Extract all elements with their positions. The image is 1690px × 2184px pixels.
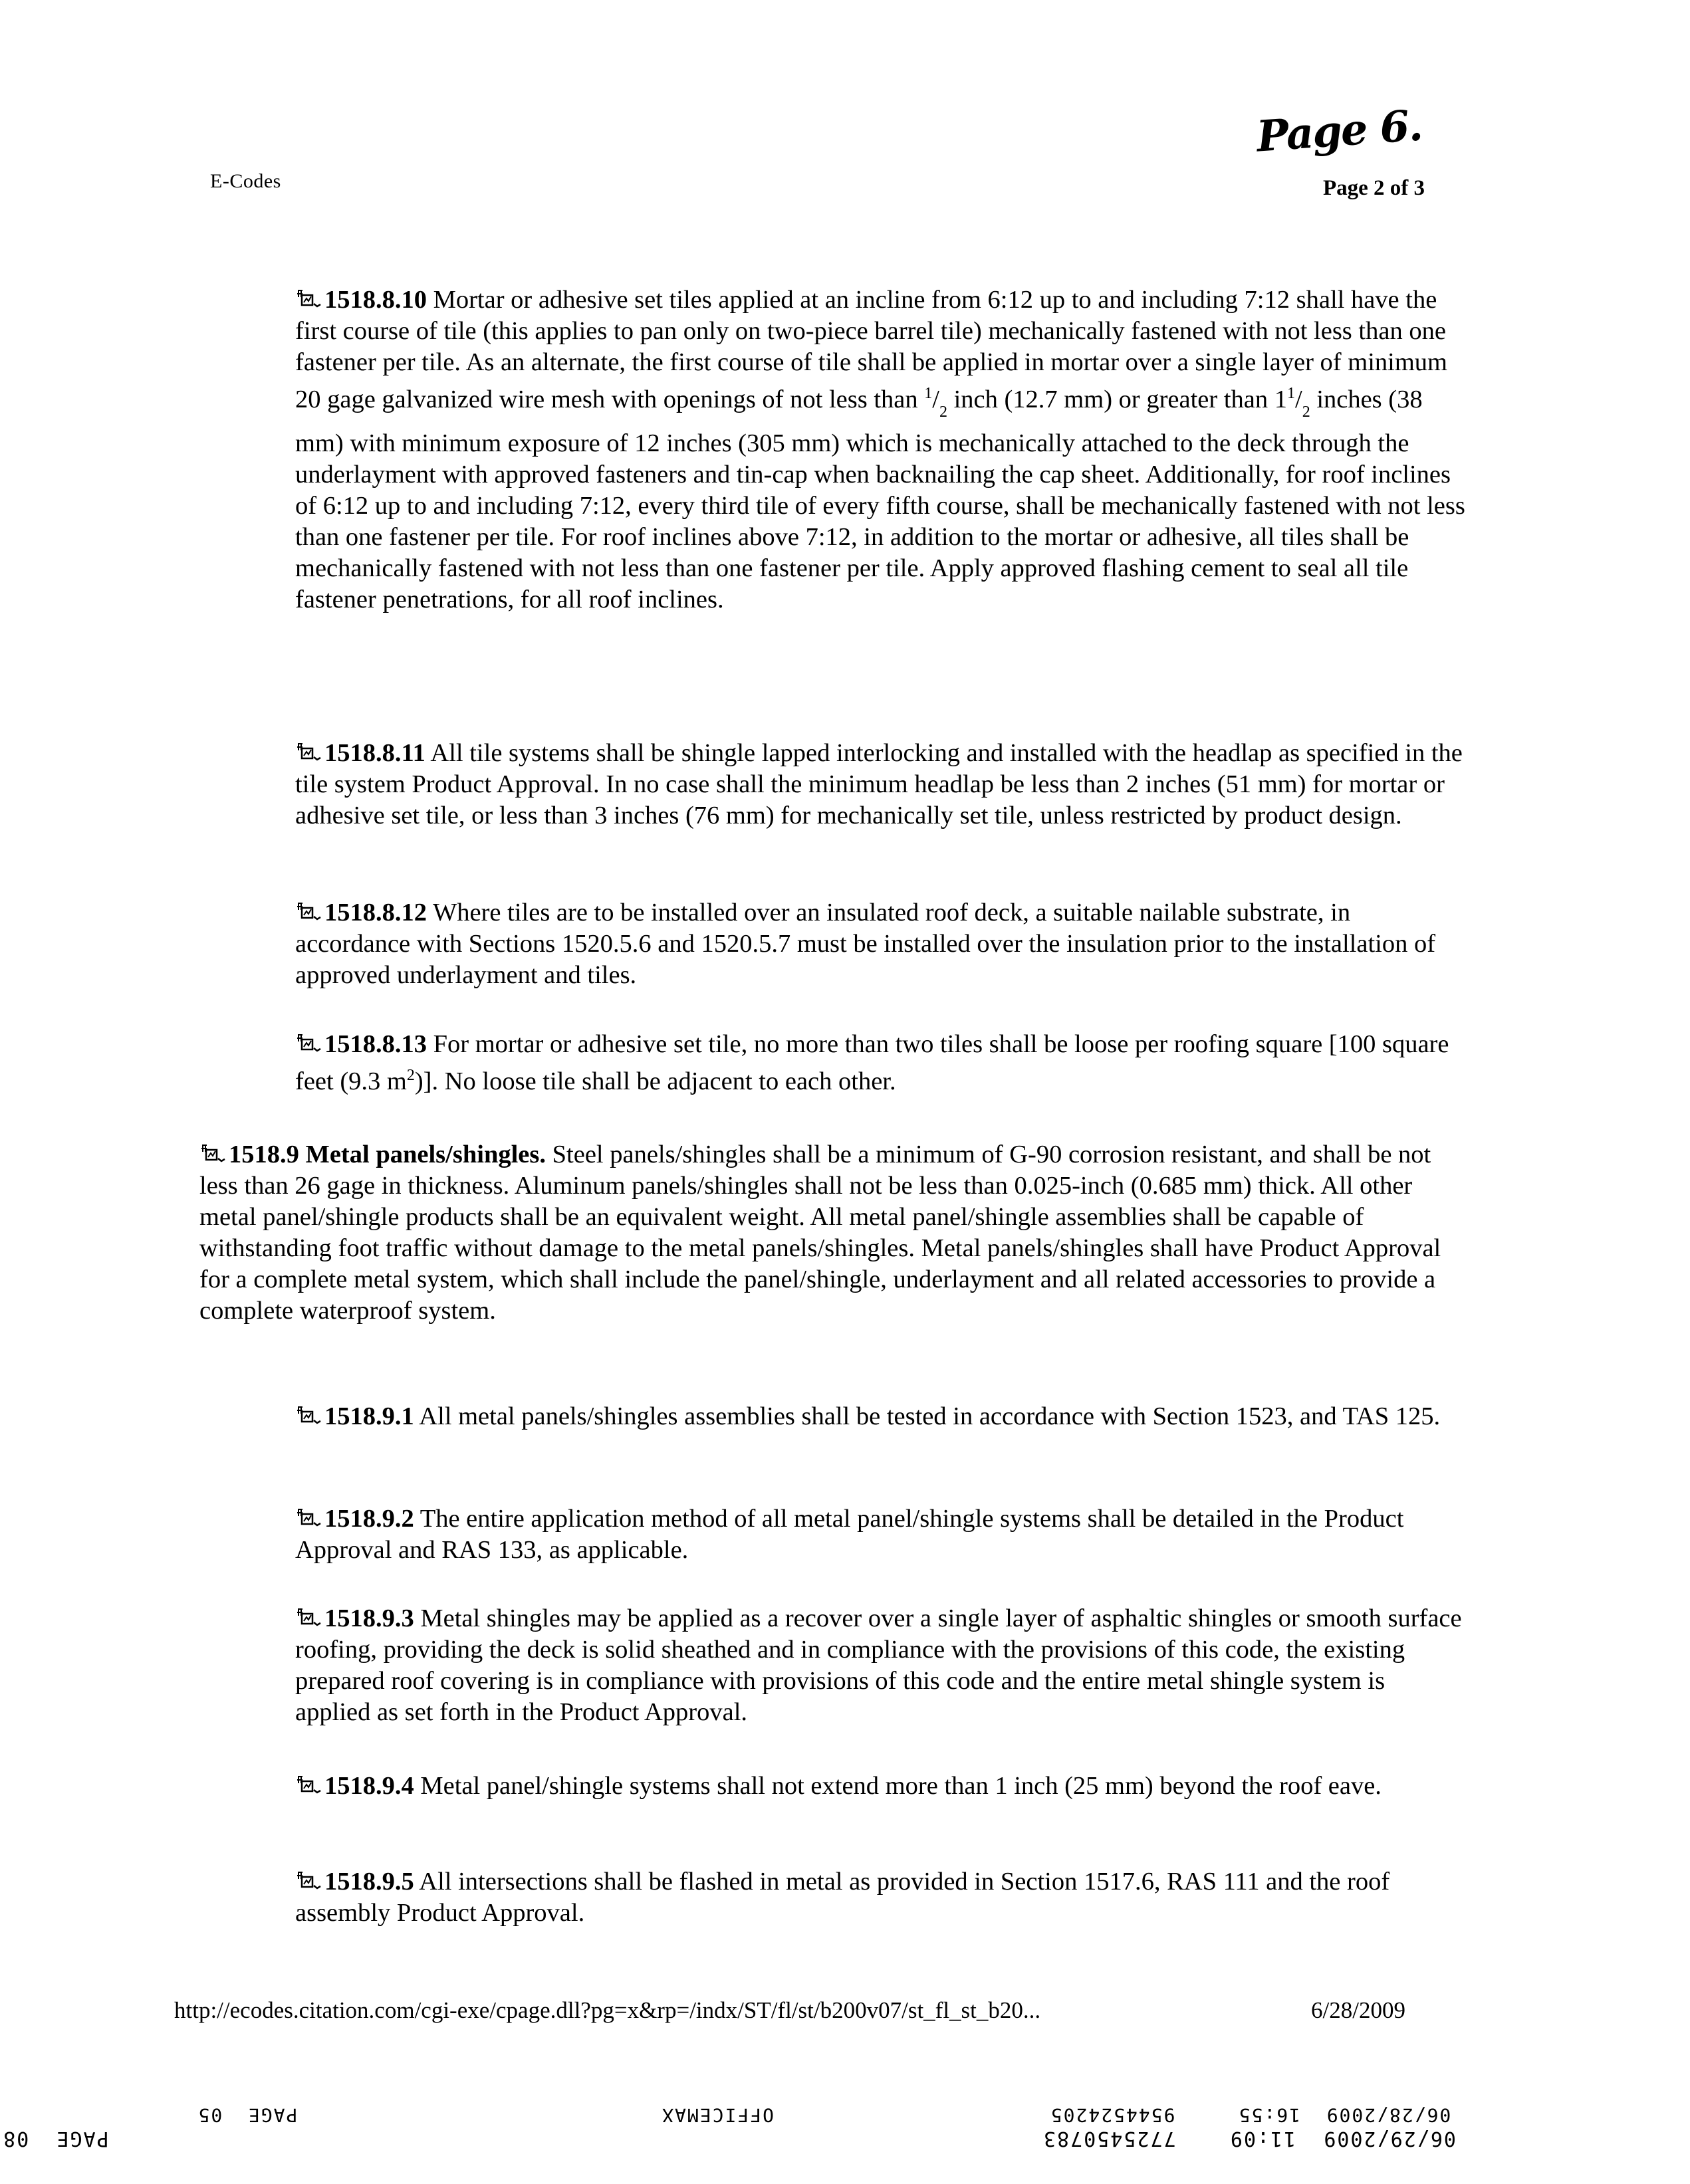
fax-sender: OFFICEMAX	[661, 2104, 774, 2126]
section-1518-9-5	[295, 1866, 1465, 1929]
section-1518-8-11	[295, 738, 1465, 831]
section-text: )]. No loose tile shall be adjacent to each other.	[414, 1067, 896, 1095]
section-number: 1518.9	[229, 1141, 299, 1168]
superscript: 2	[406, 1067, 415, 1084]
fax-date: 06/29/2009	[1322, 2127, 1456, 2150]
section-text: Metal shingles may be applied as a recover over a single layer of asphaltic shingles or smooth surface roofing, providing the deck is solid sheathed and in compliance with the provisions of this code, the existing prepared roof covering is in compliance with provisions of this code and the entire metal shingle system is applied as set forth in the Product Approval.	[295, 1604, 1462, 1726]
fax-time: 11:09	[1229, 2127, 1296, 2150]
document-link-icon[interactable]	[295, 1508, 322, 1528]
document-link-icon[interactable]	[295, 1608, 322, 1628]
fraction-denominator: 2	[939, 403, 947, 421]
fax-page: PAGE 08	[2, 2127, 109, 2150]
section-title: Metal panels/shingles.	[305, 1141, 546, 1168]
section-text: All intersections shall be flashed in metal as provided in Section 1517.6, RAS 111 and the roof assembly Product Approval.	[295, 1868, 1390, 1927]
section-text: inches (38 mm) with minimum exposure of 12 inches (305 mm) which is mechanically attached to the deck through the underlayment with approved fasteners and tin-cap when backnailing the cap sheet. Additionally, for roof inclines of 6:12 up to and including 7:12, every third tile of every fifth course, shall be mechanically fastened with not less than one fastener per tile. For roof inclines above 7:12, in addition to the mortar or adhesive, all tiles shall be mechanically fastened with not less than one fastener per tile. Apply approved flashing cement to seal all tile fastener penetrations, for all roof inclines.	[295, 385, 1465, 613]
section-number: 1518.9.2	[324, 1505, 414, 1533]
document-link-icon[interactable]	[295, 1034, 322, 1053]
document-link-icon[interactable]	[295, 289, 322, 309]
fax-header-line-2	[2, 2127, 1483, 2173]
document-link-icon[interactable]	[295, 1871, 322, 1891]
section-1518-9-3	[295, 1603, 1465, 1728]
section-text: For mortar or adhesive set tile, no more than two tiles shall be loose per roofing square [100 square feet (9.3 m	[295, 1030, 1449, 1095]
section-number: 1518.9.3	[324, 1604, 414, 1632]
fax-time: 16:55	[1237, 2104, 1300, 2126]
fax-page: PAGE 05	[197, 2104, 298, 2126]
section-number: 1518.9.4	[324, 1772, 414, 1800]
section-text: All metal panels/shingles assemblies shall be tested in accordance with Section 1523, and TAS 125.	[419, 1402, 1441, 1430]
section-1518-9-2	[295, 1503, 1465, 1566]
section-text: Steel panels/shingles shall be a minimum of G-90 corrosion resistant, and shall be not less than 26 gage in thickness. Aluminum panels/shingles shall not be less than 0.025-inch (0.685 mm) thick. All other metal panel/shingle products shall be an equivalent weight. All metal panel/shingle assemblies shall be capable of withstanding foot traffic without damage to the metal panels/shingles. Metal panels/shingles shall have Product Approval for a complete metal system, which shall include the panel/shingle, underlayment and all related accessories to provide a complete waterproof system.	[199, 1141, 1441, 1325]
fax-date: 06/28/2009	[1325, 2104, 1451, 2126]
fax-phone: 9544524205	[1049, 2104, 1175, 2126]
section-1518-8-12	[295, 897, 1465, 991]
fraction-numerator: 1	[924, 385, 933, 402]
document-link-icon[interactable]	[295, 742, 322, 762]
footer-date: 6/28/2009	[1311, 1997, 1405, 2023]
section-text: Mortar or adhesive set tiles applied at an incline from 6:12 up to and including 7:12 shall have the first course of tile (this applies to pan only on two-piece barrel tile) mechanically fastened with not less than one fastener per tile. As an alternate, the first course of tile shall be applied in mortar over a single layer of minimum 20 gage galvanized wire mesh with openings of not less than	[295, 286, 1447, 413]
footer-url-link[interactable]: http://ecodes.citation.com/cgi-exe/cpage.dll?pg=x&rp=/indx/ST/fl/st/b200v07/st_fl_st_b20...	[174, 1997, 1041, 2023]
section-text: All tile systems shall be shingle lapped interlocking and installed with the headlap as specified in the tile system Product Approval. In no case shall the minimum headlap be less than 2 inches (51 mm) for mortar or adhesive set tile, or less than 3 inches (76 mm) for mechanically set tile, unless restricted by product design.	[295, 739, 1463, 829]
section-number: 1518.8.12	[324, 899, 427, 927]
section-text: Where tiles are to be installed over an insulated roof deck, a suitable nailable substrate, in accordance with Sections 1520.5.6 and 1520.5.7 must be installed over the insulation prior to the installation of approved underlayment and tiles.	[295, 899, 1436, 989]
section-1518-9	[199, 1139, 1463, 1327]
section-text: Metal panel/shingle systems shall not extend more than 1 inch (25 mm) beyond the roof eave.	[420, 1772, 1382, 1800]
fraction-denominator: 2	[1302, 403, 1310, 421]
section-number: 1518.9.5	[324, 1868, 414, 1896]
page-indicator: Page 2 of 3	[1323, 176, 1425, 200]
section-number: 1518.8.11	[324, 739, 425, 767]
handwritten-page-note: Page 6.	[1255, 100, 1423, 162]
section-1518-9-1	[295, 1401, 1465, 1432]
document-link-icon[interactable]	[295, 1775, 322, 1795]
fax-phone: 7725450783	[1042, 2127, 1176, 2150]
section-number: 1518.8.10	[324, 286, 427, 314]
document-link-icon[interactable]	[295, 1406, 322, 1426]
section-text: The entire application method of all metal panel/shingle systems shall be detailed in the Product Approval and RAS 133, as applicable.	[295, 1505, 1404, 1564]
fraction-numerator: 1	[1286, 385, 1295, 402]
section-1518-9-4	[295, 1771, 1465, 1802]
section-number: 1518.9.1	[324, 1402, 414, 1430]
document-link-icon[interactable]	[199, 1144, 226, 1164]
section-1518-8-10: 1518.8.10 Mortar or adhesive set tiles applied at an incline from 6:12 up to and including 7:12 shall have the first course of tile (this applies to pan only on two-piece barrel tile) mechanically fastened with not less than one fastener per tile. As an alternate, the first course of tile shall be applied in mortar over a single layer of minimum 20 gage galvanized wire mesh with openings of not less than $^1/_2$ inch (12.7 mm) or greater than $1^1/_2$ inches (38 mm) with minimum exposure of 12 inches (305 mm) which is mechanically attached to the deck through the underlayment with approved fasteners and tin-cap when backnailing the cap sheet. Additionally, for roof inclines of 6:12 up to and including 7:12, every third tile of every fifth course, shall be mechanically fastened with not less than one fastener per tile. For roof inclines above 7:12, in addition to the mortar or adhesive, all tiles shall be mechanically fastened with not less than one fastener per tile. Apply approved flashing cement to seal all tile fastener penetrations, for all roof inclines.	[295, 286, 1465, 613]
section-text: inch (12.7 mm) or greater than 1	[947, 385, 1287, 413]
document-link-icon[interactable]	[295, 902, 322, 922]
section-number: 1518.8.13	[324, 1030, 427, 1058]
header-site-name: E-Codes	[210, 170, 281, 192]
section-1518-8-13	[295, 1029, 1465, 1097]
